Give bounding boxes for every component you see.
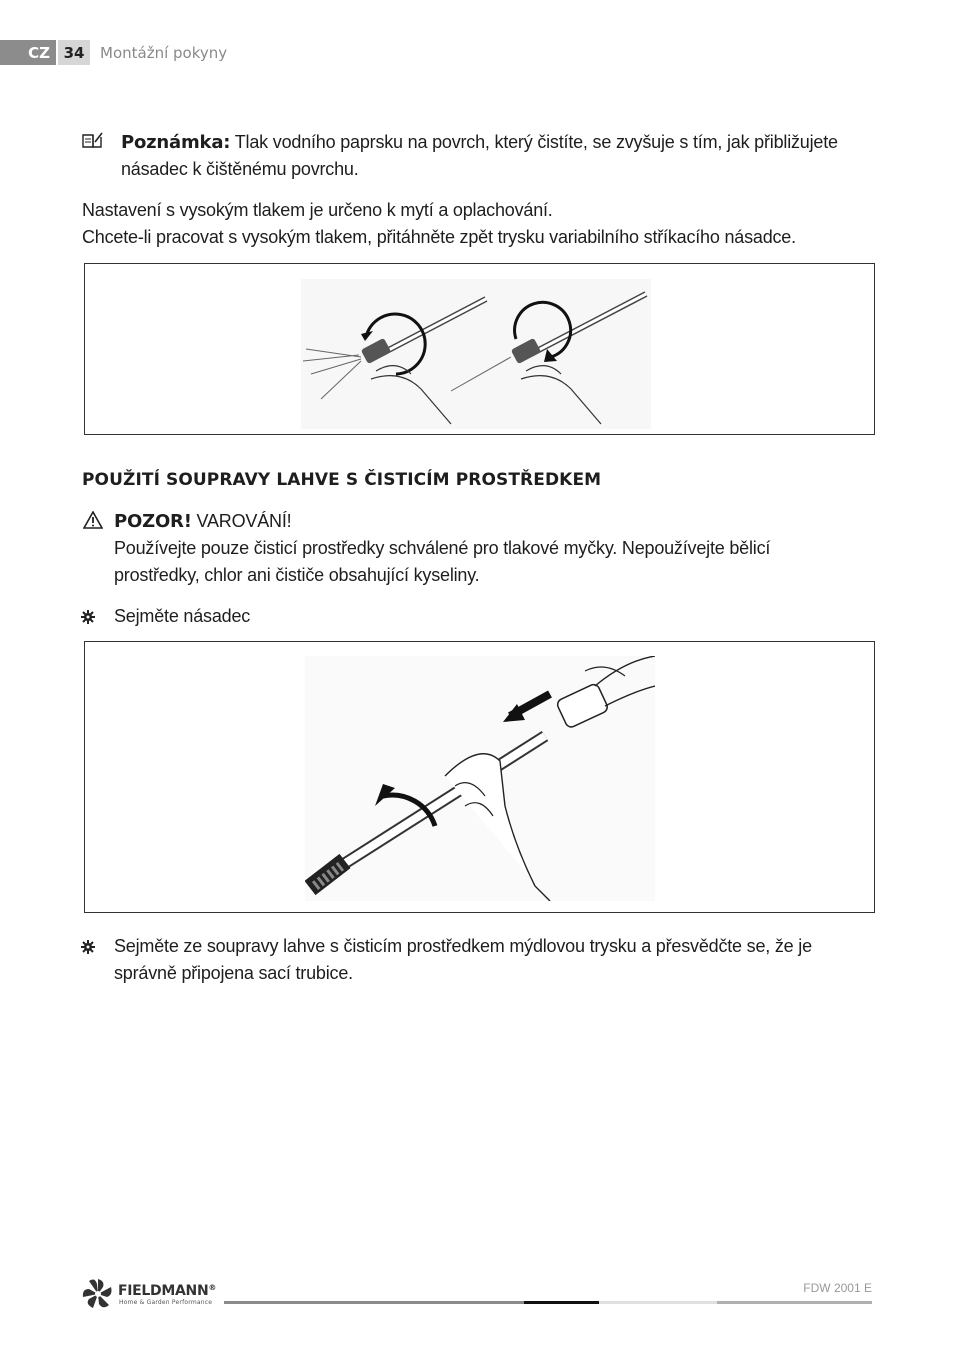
pressure-text-line2: Chcete-li pracovat s vysokým tlakem, přitáhněte zpět trysku variabilního stříkacího násadce. (82, 227, 796, 247)
warning-triangle-icon (83, 511, 103, 529)
footer-bar-segment (224, 1301, 524, 1304)
brand-mark: ® (208, 1283, 217, 1292)
note-label: Poznámka: (121, 132, 231, 153)
bullet-soap-nozzle-line1: Sejměte ze soupravy lahve s čisticím prostředkem mýdlovou trysku a přesvědčte se, že je (114, 936, 812, 956)
gear-bullet-icon (81, 610, 95, 624)
note-text-line1: Tlak vodního paprsku na povrch, který čistíte, se zvyšuje s tím, jak přibližujete (234, 132, 838, 152)
footer-brand (118, 1283, 216, 1299)
note-text-line2: násadec k čištěnému povrchu. (121, 159, 359, 179)
warning-title: VAROVÁNÍ! (196, 511, 292, 531)
warning-text-line1: Používejte pouze čisticí prostředky schválené pro tlakové myčky. Nepoužívejte bělicí (114, 538, 771, 558)
section-title: Montážní pokyny (100, 44, 228, 62)
bullet-remove-lance: Sejměte násadec (114, 606, 251, 626)
section-heading: POUŽITÍ SOUPRAVY LAHVE S ČISTICÍM PROSTŘEDKEM (82, 470, 602, 490)
warning-heading (114, 508, 291, 535)
warning-label: POZOR! (114, 511, 192, 532)
nozzle-adjustment-illustration (301, 279, 651, 429)
footer-bar-segment (717, 1301, 872, 1304)
remove-lance-illustration (305, 656, 655, 901)
bullet-soap-nozzle-line2: správně připojena sací trubice. (114, 963, 353, 983)
pressure-text-line1: Nastavení s vysokým tlakem je určeno k mytí a oplachování. (82, 200, 553, 220)
footer-model: FDW 2001 E (803, 1281, 872, 1295)
page-number: 34 (58, 40, 90, 65)
brand-name: FIELDMANN (118, 1283, 209, 1299)
footer-bar-segment (599, 1301, 717, 1304)
footer-bar-segment (524, 1301, 599, 1304)
warning-text-line2: prostředky, chlor ani čističe obsahující kyseliny. (114, 565, 480, 585)
figure-remove-lance (84, 641, 875, 913)
note-book-icon (82, 132, 104, 150)
gear-bullet-icon (81, 940, 95, 954)
note-paragraph (121, 129, 901, 156)
fieldmann-fan-logo-icon (81, 1277, 115, 1311)
footer-tagline: Home & Garden Performance (119, 1299, 213, 1306)
figure-nozzle-adjustment (84, 263, 875, 435)
language-tag: CZ (0, 40, 56, 65)
